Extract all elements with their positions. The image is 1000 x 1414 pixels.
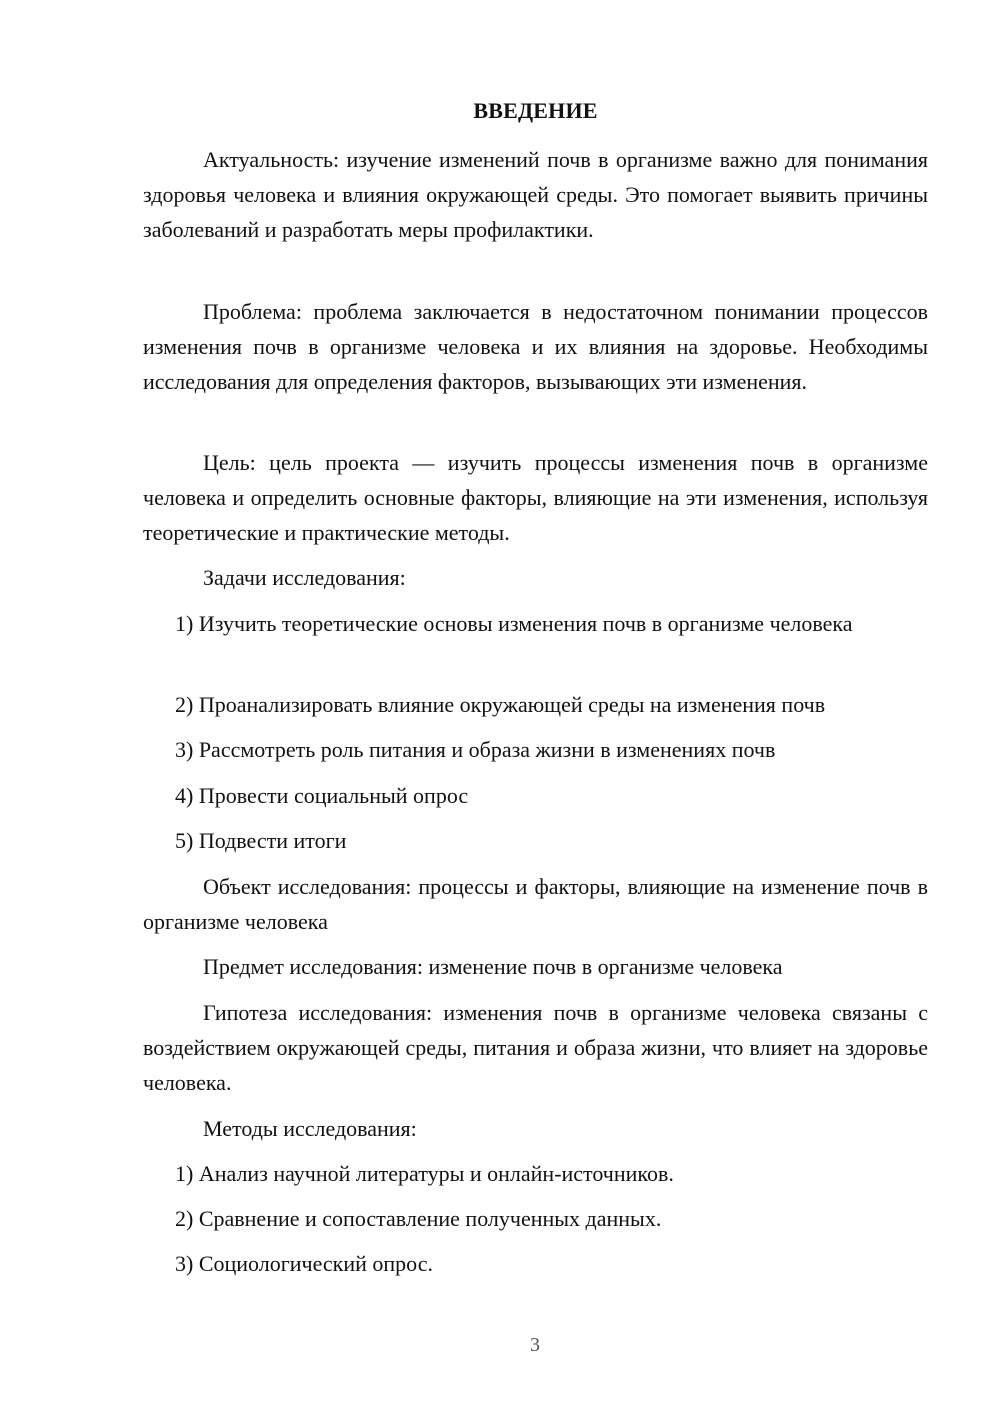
goal-paragraph: Цель: цель проекта — изучить процессы изменения почв в организме человека и определить основные факторы, влияющие на эти изменения, используя теоретические и практические методы. [143, 450, 928, 545]
page-title: ВВЕДЕНИЕ [473, 98, 598, 123]
method-item-1: 1) Анализ научной литературы и онлайн-источников. [175, 1161, 674, 1186]
task-item-3: 3) Рассмотреть роль питания и образа жизни в изменениях почв [175, 737, 776, 762]
method-item-3: 3) Социологический опрос. [175, 1251, 433, 1276]
task-item-5: 5) Подвести итоги [175, 828, 347, 853]
task-item-1: 1) Изучить теоретические основы изменения почв в организме человека [175, 611, 853, 636]
hypothesis-paragraph: Гипотеза исследования: изменения почв в организме человека связаны с воздействием окружающей среды, питания и образа жизни, что влияет на здоровье человека. [143, 1000, 928, 1095]
problem-paragraph: Проблема: проблема заключается в недостаточном понимании процессов изменения почв в организме человека и их влияния на здоровье. Необходимы исследования для определения факторов, вызывающих эти изменения. [143, 299, 928, 394]
object-paragraph: Объект исследования: процессы и факторы, влияющие на изменение почв в организме человека [143, 874, 928, 934]
task-item-2: 2) Проанализировать влияние окружающей среды на изменения почв [175, 692, 826, 717]
methods-heading: Методы исследования: [203, 1116, 417, 1141]
page-number: 3 [530, 1334, 540, 1356]
subject-paragraph: Предмет исследования: изменение почв в организме человека [203, 954, 783, 979]
tasks-heading: Задачи исследования: [203, 565, 406, 590]
relevance-paragraph: Актуальность: изучение изменений почв в организме важно для понимания здоровья человека и влияния окружающей среды. Это помогает выявить причины заболеваний и разработать меры профилактики. [143, 147, 928, 242]
task-item-4: 4) Провести социальный опрос [175, 783, 469, 808]
method-item-2: 2) Сравнение и сопоставление полученных данных. [175, 1206, 662, 1231]
